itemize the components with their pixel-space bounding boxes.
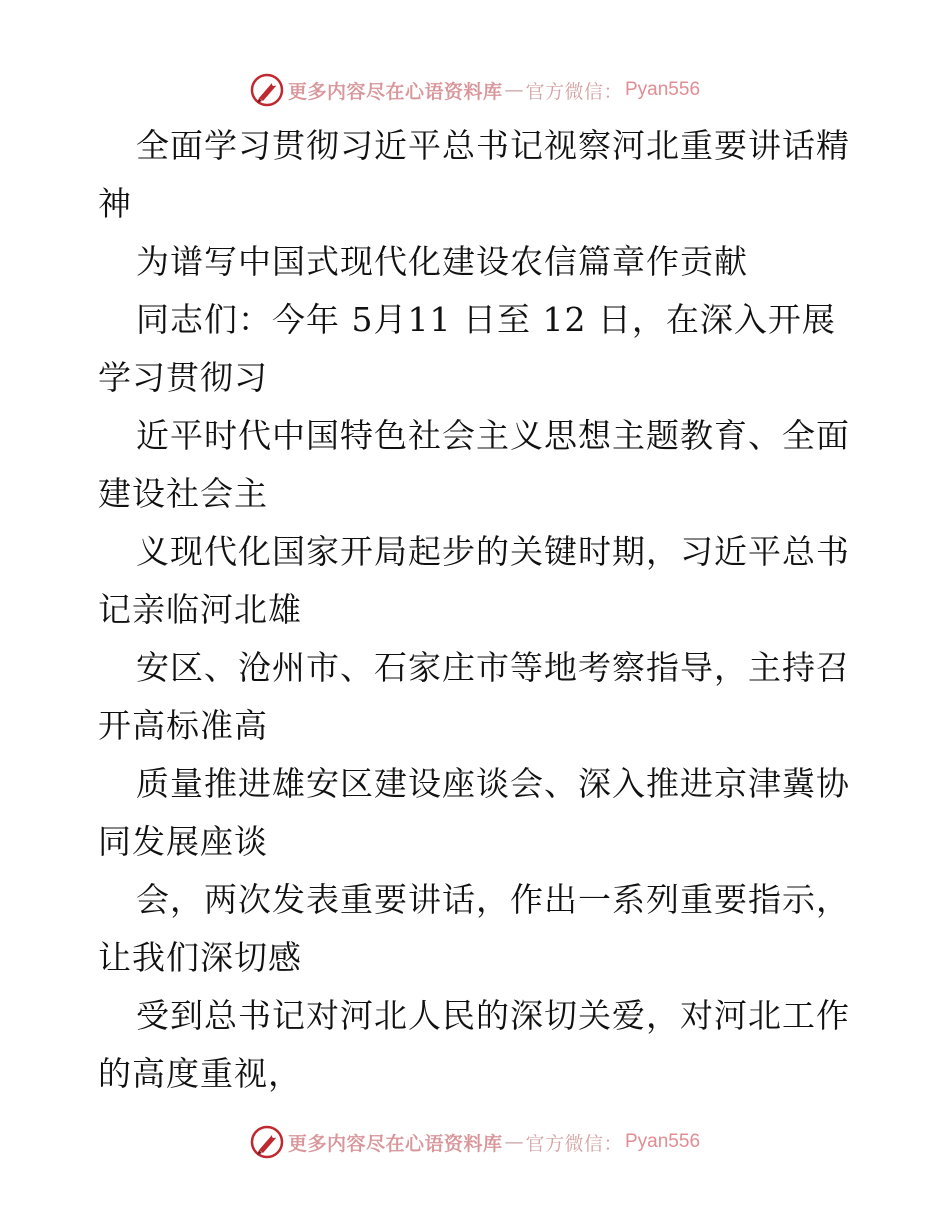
body-line: 开高标准高 <box>98 706 268 745</box>
body-line: 让我们深切感 <box>98 938 302 977</box>
watermark-wechat-id: Pyan556 <box>625 79 701 100</box>
body-line: 为谱写中国式现代化建设农信篇章作贡献 <box>136 242 748 281</box>
pen-logo-icon <box>250 73 284 107</box>
footer-watermark <box>0 1122 950 1162</box>
body-line: 义现代化国家开局起步的关键时期，习近平总书 <box>136 532 850 571</box>
body-line: 质量推进雄安区建设座谈会、深入推进京津冀协 <box>136 764 850 803</box>
body-line: 学习贯彻习 <box>98 358 268 397</box>
body-line: 受到总书记对河北人民的深切关爱，对河北工作 <box>136 996 850 1035</box>
body-line: 同志们：今年 5月11 日至 12 日，在深入开展 <box>136 300 836 339</box>
body-line: 同发展座谈 <box>98 822 268 861</box>
pen-logo-icon <box>250 1125 284 1159</box>
body-line: 会，两次发表重要讲话，作出一系列重要指示， <box>136 880 850 919</box>
watermark-main-text: 更多内容尽在心语资料库 <box>287 80 503 103</box>
body-line: 全面学习贯彻习近平总书记视察河北重要讲话精 <box>136 126 850 165</box>
watermark-main-text: 更多内容尽在心语资料库 <box>287 1132 503 1155</box>
body-line: 安区、沧州市、石家庄市等地考察指导，主持召 <box>136 648 850 687</box>
header-watermark <box>0 70 950 110</box>
body-line: 神 <box>98 184 132 223</box>
watermark-wechat-id: Pyan556 <box>625 1131 701 1152</box>
document-body <box>98 117 858 1103</box>
body-line: 近平时代中国特色社会主义思想主题教育、全面 <box>136 416 850 455</box>
body-line: 记亲临河北雄 <box>98 590 302 629</box>
body-line: 的高度重视， <box>98 1054 302 1093</box>
body-line: 建设社会主 <box>98 474 268 513</box>
watermark-label: 官方微信： <box>525 80 623 103</box>
watermark-label: 官方微信： <box>525 1132 623 1155</box>
watermark-separator: — <box>504 1131 524 1153</box>
watermark-separator: — <box>504 79 524 101</box>
